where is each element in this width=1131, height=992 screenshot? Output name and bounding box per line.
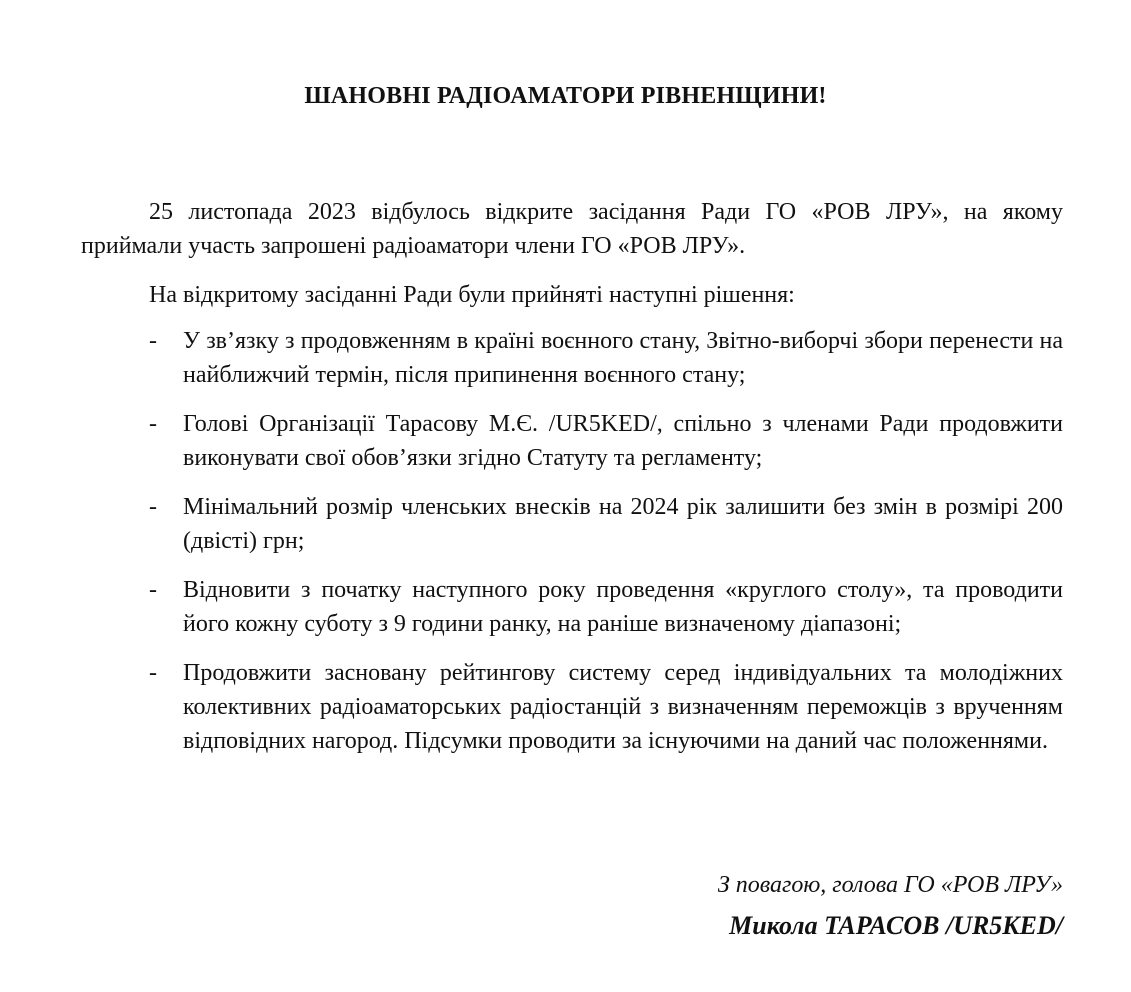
list-item-text: Продовжити засновану рейтингову систему серед індивідуальних та молодіжних колективних радіоаматорських радіостанцій з визначенням переможців з врученням відповідних нагород. Підсумки проводити за існуючими на даний час положеннями. [183,660,1063,754]
bullet-dash: - [149,660,157,686]
signature-line: З повагою, голова ГО «РОВ ЛРУ» [717,872,1063,898]
list-item [149,573,1063,641]
list-item-text: Голові Організації Тарасову М.Є. /UR5KED/, спільно з членами Ради продовжити виконувати свої обов’язки згідно Статуту та регламенту; [183,411,1063,471]
list-item-text: Відновити з початку наступного року проведення «круглого столу», та проводити його кожну суботу з 9 години ранку, на раніше визначеному діапазоні; [183,577,1063,637]
list-item [149,656,1063,758]
bullet-dash: - [149,494,157,520]
document-title: ШАНОВНІ РАДІОАМАТОРИ РІВНЕНЩИНИ! [304,83,827,109]
signature-name: Микола ТАРАСОВ /UR5KED/ [729,911,1063,940]
bullet-dash: - [149,577,157,603]
bullet-dash: - [149,411,157,437]
list-item [149,407,1063,475]
intro-paragraph: 25 листопада 2023 відбулось відкрите засідання Ради ГО «РОВ ЛРУ», на якому приймали участь запрошені радіоаматори члени ГО «РОВ ЛРУ». [81,199,1063,259]
decisions-lead: На відкритому засіданні Ради були прийняті наступні рішення: [149,282,795,308]
list-item-text: Мінімальний розмір членських внесків на 2024 рік залишити без змін в розмірі 200 (двісті) грн; [183,494,1063,554]
decisions-list [149,324,1063,773]
list-item [149,490,1063,558]
bullet-dash: - [149,328,157,354]
list-item-text: У зв’язку з продовженням в країні воєнного стану, Звітно-виборчі збори перенести на найближчий термін, після припинення воєнного стану; [183,328,1063,388]
list-item [149,324,1063,392]
